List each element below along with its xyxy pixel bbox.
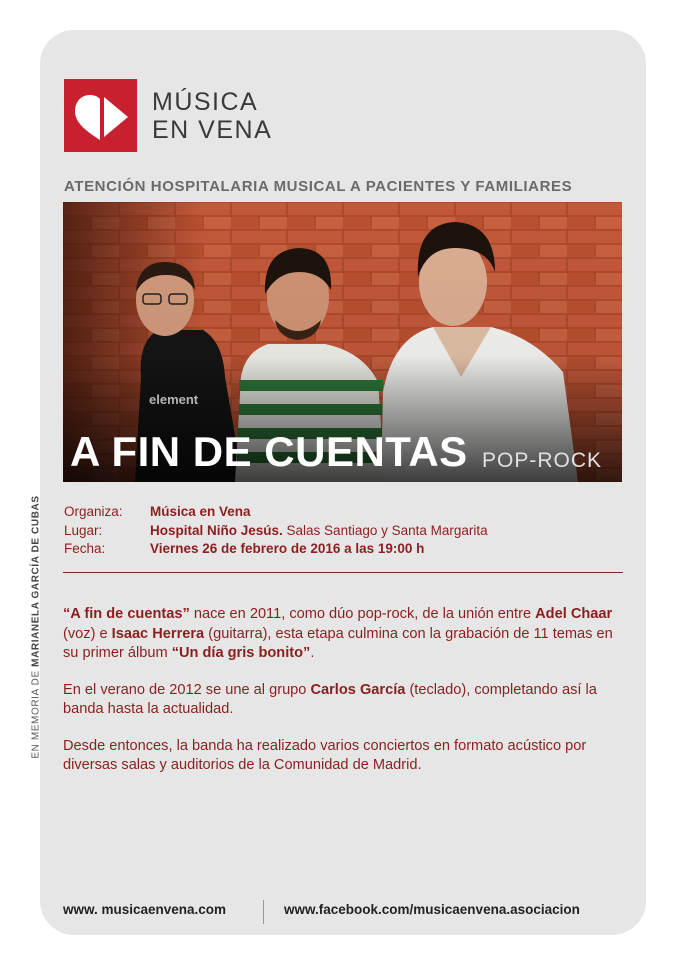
organiza-label: Organiza: — [64, 504, 123, 519]
organiza-value: Música en Vena — [150, 504, 251, 519]
p1-text-4: . — [310, 645, 315, 661]
lugar-label: Lugar: — [64, 522, 103, 538]
p1-text-1: nace en 2011, como dúo pop-rock, de la unión entre — [189, 606, 536, 622]
fecha-label: Fecha: — [64, 541, 106, 556]
fecha-value: Viernes 26 de febrero de 2016 a las 19:00 h — [150, 541, 425, 556]
logo-line-2: EN VENA — [152, 116, 273, 144]
logo-wordmark — [152, 88, 272, 144]
memorial-name: MARIANELA GARCÍA DE CUBAS — [30, 494, 42, 667]
logo-heart-play-icon — [64, 79, 137, 152]
p1-bold-3: Isaac Herrera — [111, 625, 205, 642]
info-row-lugar — [64, 522, 488, 541]
footer-separator — [263, 900, 264, 924]
lugar-rest: Salas Santiago y Santa Margarita — [282, 522, 488, 538]
description — [63, 605, 625, 793]
info-row-organiza — [64, 503, 488, 522]
p2-text-2: (teclado), completando así la banda hasta la actualidad. — [63, 681, 597, 717]
lugar-bold: Hospital Niño Jesús. — [150, 522, 283, 538]
paragraph-3 — [63, 737, 625, 776]
paragraph-2 — [63, 681, 625, 720]
p3-text-1: Desde entonces, la banda ha realizado varios conciertos en formato acústico por diversas salas y auditorios de la Comunidad de Madrid. — [63, 737, 587, 773]
logo-line-1: MÚSICA — [152, 88, 259, 116]
poster-card — [40, 30, 646, 935]
facebook-link[interactable]: www.facebook.com/musicaenvena.asociacion — [284, 902, 580, 917]
p1-bold-4: “Un día gris bonito” — [171, 645, 311, 661]
event-info — [64, 503, 488, 559]
tagline: ATENCIÓN HOSPITALARIA MUSICAL A PACIENTES Y FAMILIARES — [64, 178, 573, 195]
paragraph-1 — [63, 605, 625, 664]
memorial-vertical-text — [30, 484, 42, 769]
website-link[interactable]: www. musicaenvena.com — [63, 902, 227, 917]
p2-bold-1: Carlos García — [310, 681, 406, 698]
memorial-prefix: EN MEMORIA DE — [30, 666, 42, 759]
divider — [63, 572, 623, 573]
info-row-fecha — [64, 540, 488, 559]
p1-text-3: (guitarra), esta etapa culmina con la grabación de 11 temas en su primer álbum — [63, 625, 613, 661]
band-genre: POP-ROCK — [482, 449, 603, 472]
p1-text-2: (voz) e — [63, 625, 112, 642]
band-name: A FIN DE CUENTAS — [70, 428, 468, 475]
p1-bold-1: “A fin de cuentas” — [63, 606, 190, 622]
p2-text-1: En el verano de 2012 se une al grupo — [63, 681, 311, 698]
p1-bold-2: Adel Chaar — [535, 606, 613, 622]
